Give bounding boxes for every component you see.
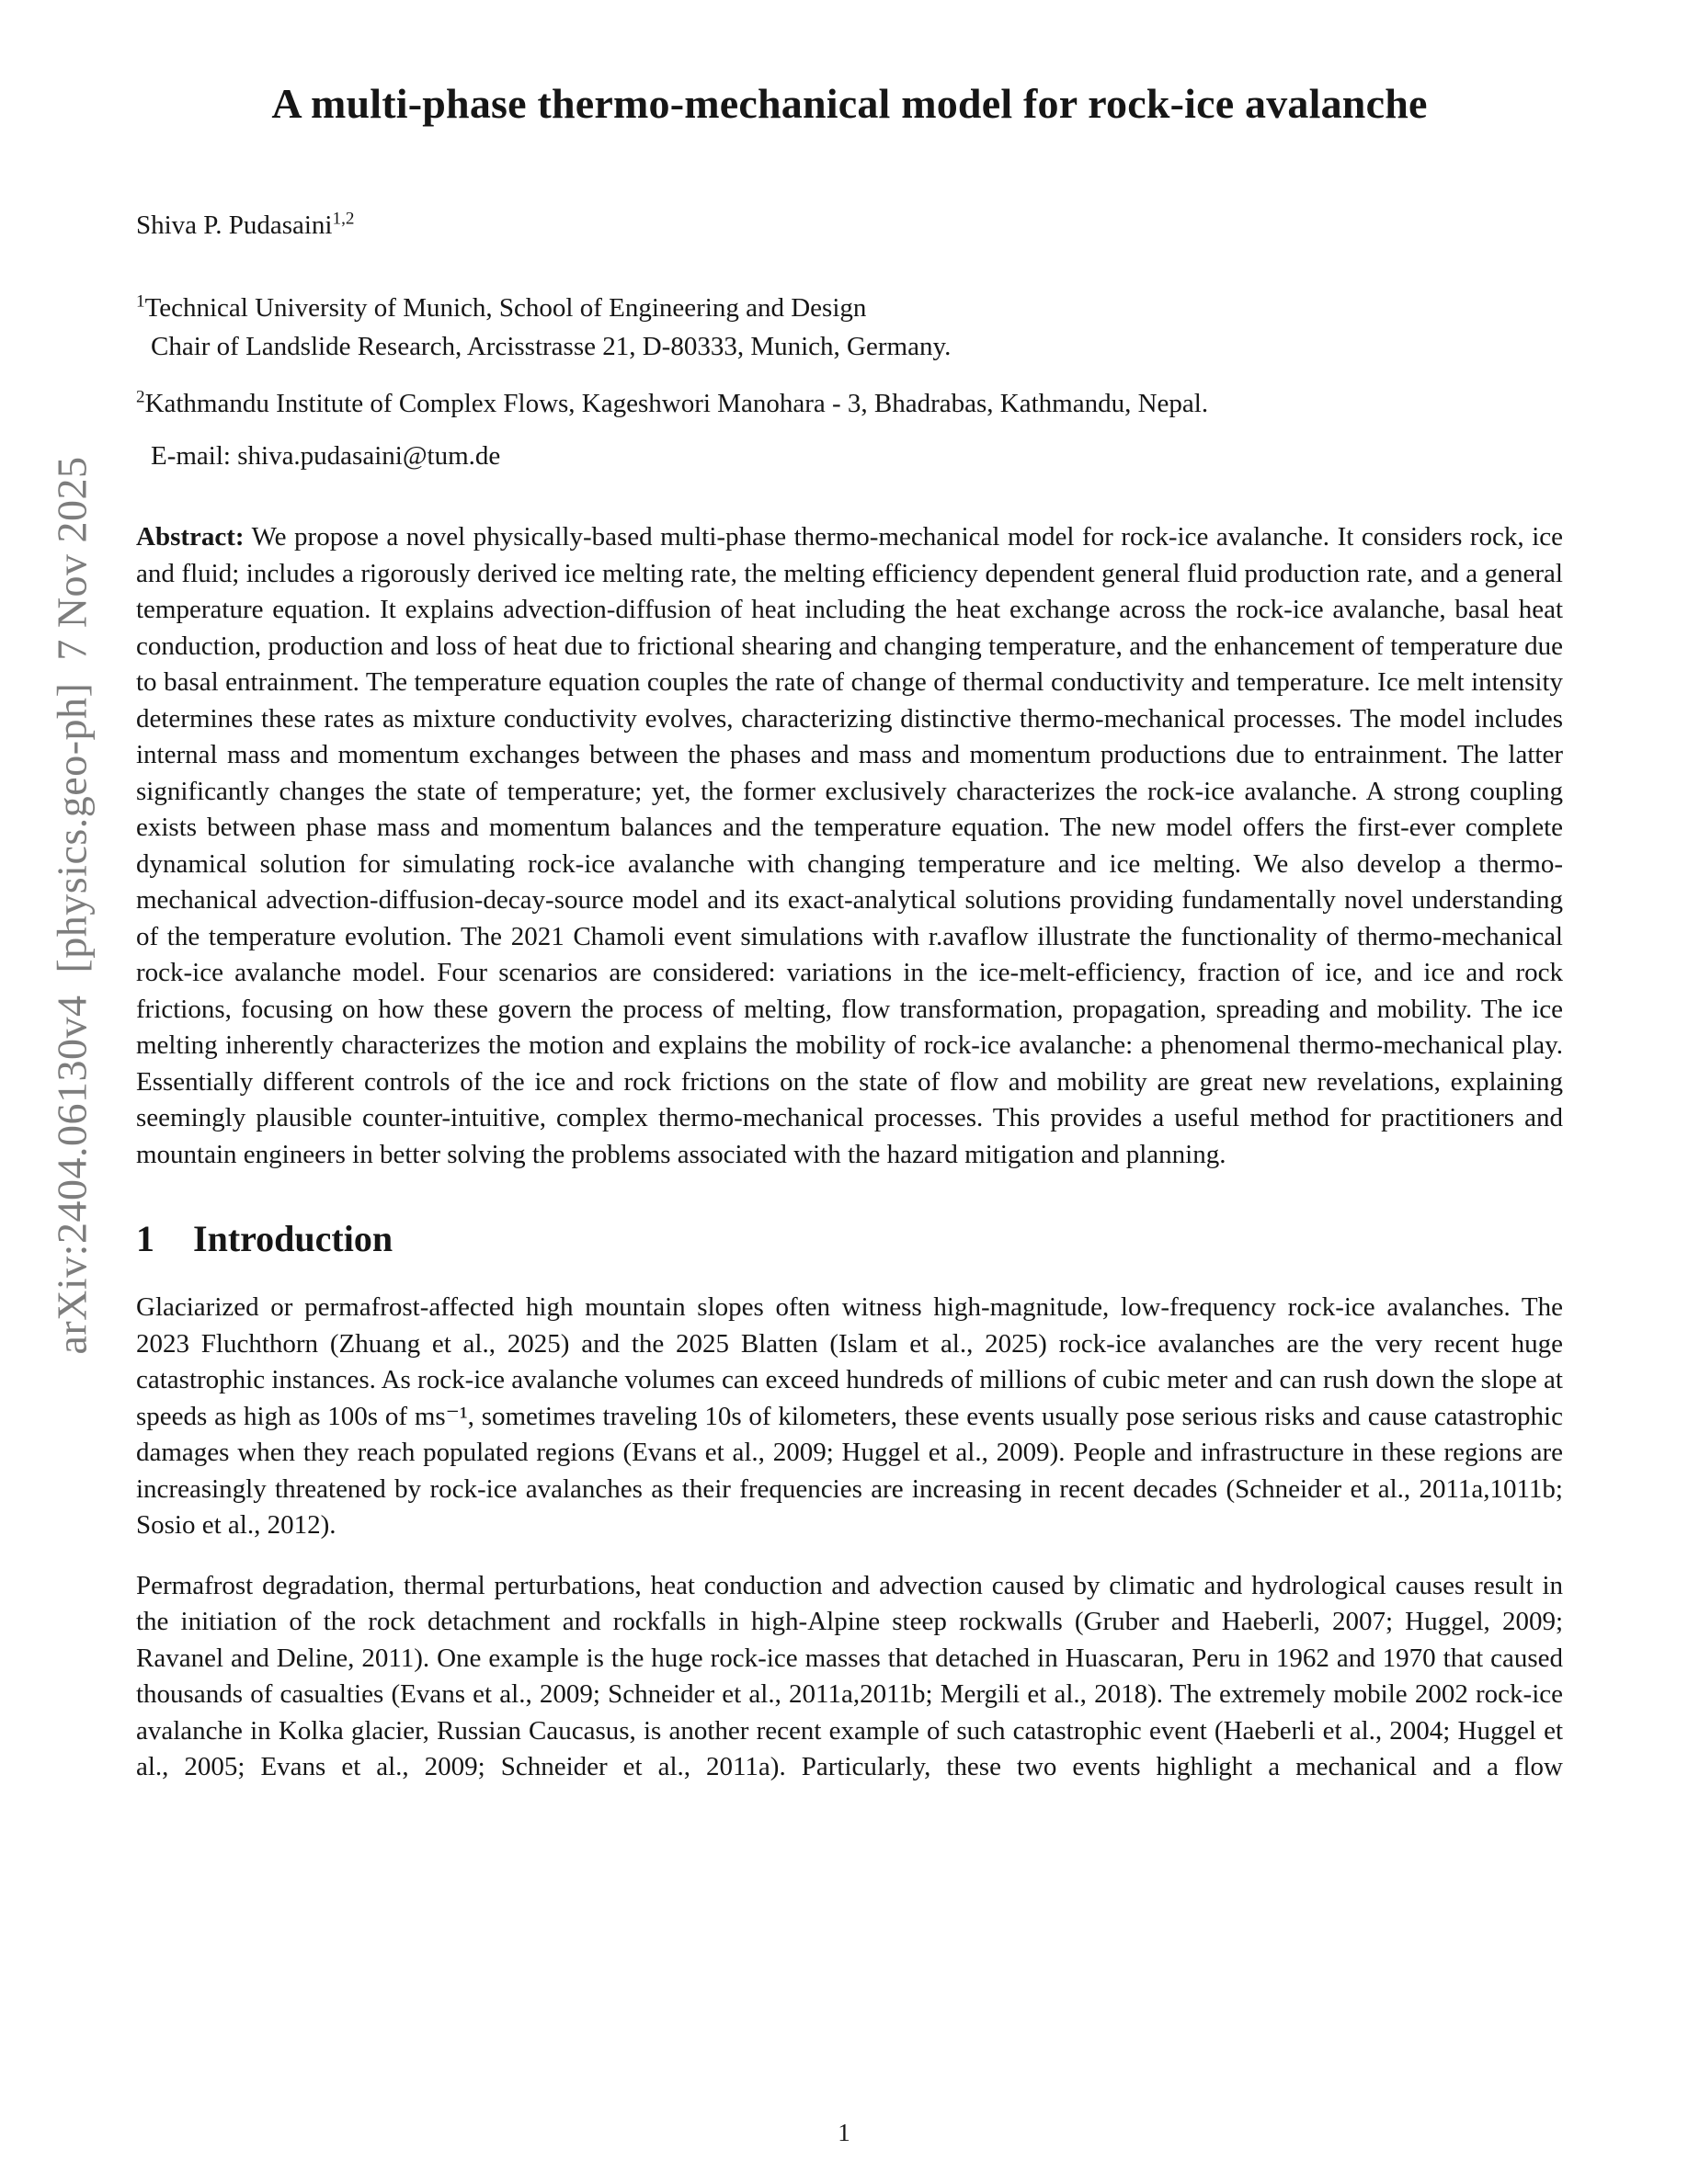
affiliation-2-text: Kathmandu Institute of Complex Flows, Kageshwori Manohara - 3, Bhadrabas, Kathmandu, Nepal. xyxy=(144,389,1209,418)
author-line xyxy=(136,210,1563,241)
author-superscript: 1,2 xyxy=(332,209,355,229)
paper-content xyxy=(136,0,1563,1786)
abstract-label: Abstract: xyxy=(136,522,245,552)
affiliation-1 xyxy=(136,289,1563,366)
page-number: 1 xyxy=(838,2119,850,2146)
author-email: E-mail: shiva.pudasaini@tum.de xyxy=(151,441,501,471)
section-title: Introduction xyxy=(193,1218,393,1259)
affiliation-2-marker: 2 xyxy=(136,387,145,407)
affiliation-1-line2: Chair of Landslide Research, Arcisstrasse 21, D-80333, Munich, Germany. xyxy=(151,332,952,361)
affiliation-1-line1 xyxy=(136,289,1563,327)
affiliation-1-text: Technical University of Munich, School of Engineering and Design xyxy=(144,293,867,323)
affiliation-1-marker: 1 xyxy=(136,291,145,312)
affiliation-2-line1 xyxy=(136,384,1563,423)
paper-title: A multi-phase thermo-mechanical model for rock-ice avalanche xyxy=(271,80,1428,127)
author-name: Shiva P. Pudasaini xyxy=(136,210,333,240)
affiliation-2 xyxy=(136,384,1563,423)
section-number: 1 xyxy=(136,1218,154,1259)
abstract xyxy=(136,519,1563,1173)
intro-paragraph-1: Glaciarized or permafrost-affected high mountain slopes often witness high-magnitude, low-frequency rock-ice avalanches. The 2023 Fluchthorn (Zhuang et al., 2025) and the 2025 Blatten (Islam et al., 2025) rock-ice avalanches are the very recent huge catastrophic instances. As rock-ice avalanche volumes can exceed hundreds of millions of cubic meter and can rush down the slope at speeds as high as 100s of ms⁻¹, sometimes traveling 10s of kilometers, these events usually pose serious risks and cause catastrophic damages when they reach populated regions (Evans et al., 2009; Huggel et al., 2009). People and infrastructure in these regions are increasingly threatened by rock-ice avalanches as their frequencies are increasing in recent decades (Schneider et al., 2011a,1011b; Sosio et al., 2012). xyxy=(136,1292,1563,1540)
intro-paragraph-2: Permafrost degradation, thermal perturbations, heat conduction and advection caused by climatic and hydrological causes result in the initiation of the rock detachment and rockfalls in high-Alpine steep rockwalls (Gruber and Haeberli, 2007; Huggel, 2009; Ravanel and Deline, 2011). One example is the huge rock-ice masses that detached in Huascaran, Peru in 1962 and 1970 that caused thousands of casualties (Evans et al., 2009; Schneider et al., 2011a,2011b; Mergili et al., 2018). The extremely mobile 2002 rock-ice avalanche in Kolka glacier, Russian Caucasus, is another recent example of such catastrophic event (Haeberli et al., 2004; Huggel et al., 2005; Evans et al., 2009; Schneider et al., 2011a). Particularly, these two events highlight a mechanical and a flow xyxy=(136,1570,1563,1781)
abstract-text: We propose a novel physically-based multi-phase thermo-mechanical model for rock-ice avalanche. It considers rock, ice and fluid; includes a rigorously derived ice melting rate, the melting efficiency dependent general fluid production rate, and a general temperature equation. It explains advection-diffusion of heat including the heat exchange across the rock-ice avalanche, basal heat conduction, production and loss of heat due to frictional shearing and changing temperature, and the enhancement of temperature due to basal entrainment. The temperature equation couples the rate of change of thermal conductivity and temperature. Ice melt intensity determines these rates as mixture conductivity evolves, characterizing distinctive thermo-mechanical processes. The model includes internal mass and momentum exchanges between the phases and mass and momentum productions due to entrainment. The latter significantly changes the state of temperature; yet, the former exclusively characterizes the rock-ice avalanche. A strong coupling exists between phase mass and momentum balances and the temperature equation. The new model offers the first-ever complete dynamical solution for simulating rock-ice avalanche with changing temperature and ice melting. We also develop a thermo-mechanical advection-diffusion-decay-source model and its exact-analytical solutions providing fundamentally novel understanding of the temperature evolution. The 2021 Chamoli event simulations with r.avaflow illustrate the functionality of thermo-mechanical rock-ice avalanche model. Four scenarios are considered: variations in the ice-melt-efficiency, fraction of ice, and ice and rock frictions, focusing on how these govern the process of melting, flow transformation, propagation, spreading and mobility. The ice melting inherently characterizes the motion and explains the mobility of rock-ice avalanche: a phenomenal thermo-mechanical play. Essentially different controls of the ice and rock frictions on the state of flow and mobility are great new revelations, explaining seemingly plausible counter-intuitive, complex thermo-mechanical processes. This provides a useful method for practitioners and mountain engineers in better solving the problems associated with the hazard mitigation and planning. xyxy=(136,522,1563,1169)
section-heading-introduction xyxy=(136,1217,1563,1260)
arxiv-watermark: arXiv:2404.06130v4 [physics.geo-ph] 7 Nov 2025 xyxy=(48,456,96,1355)
